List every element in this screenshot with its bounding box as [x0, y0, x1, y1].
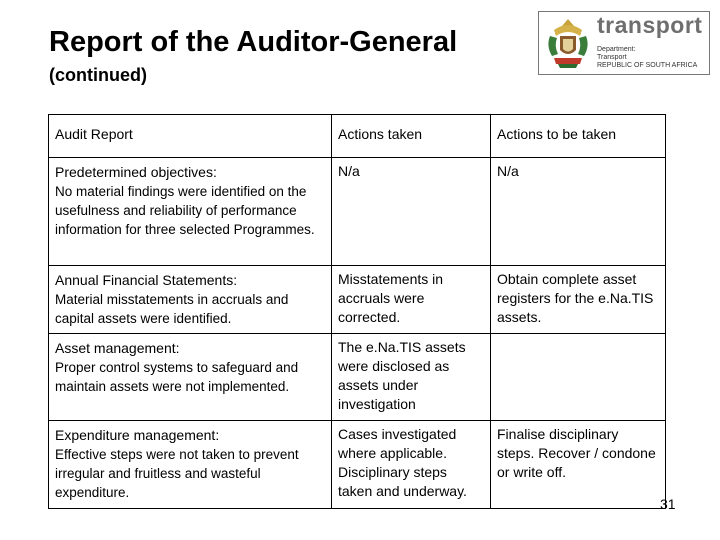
finding-description: Material misstatements in accruals and capital assets were identified. — [55, 292, 289, 326]
table-row — [49, 158, 666, 266]
finding-description: Proper control systems to safeguard and maintain assets were not implemented. — [55, 360, 299, 394]
finding-subject: Annual Financial Statements: — [55, 272, 238, 288]
table-row — [49, 334, 666, 421]
column-header-audit-report: Audit Report — [49, 115, 332, 158]
finding-description: Effective steps were not taken to prevent irregular and fruitless and wasteful expenditure. — [55, 447, 299, 500]
finding-subject: Asset management: — [55, 340, 180, 356]
finding-subject: Expenditure management: — [55, 427, 220, 443]
audit-actions-table — [48, 114, 666, 509]
page-subtitle: (continued) — [49, 65, 147, 85]
actions-taken-cell: N/a — [332, 158, 491, 266]
table-row — [49, 266, 666, 334]
table-row — [49, 421, 666, 509]
actions-taken-cell: Cases investigated where applicable. Disciplinary steps taken and underway. — [332, 421, 491, 509]
logo-line: Transport — [597, 54, 627, 61]
column-header-actions-to-be-taken: Actions to be taken — [491, 115, 666, 158]
logo-wordmark: transport — [597, 12, 703, 38]
audit-report-cell — [49, 266, 332, 334]
finding-description: No material findings were identified on the usefulness and reliability of performance information for three selected Programmes. — [55, 184, 315, 237]
logo-line: REPUBLIC OF SOUTH AFRICA — [597, 62, 698, 69]
audit-report-cell — [49, 421, 332, 509]
logo-line: Department: — [597, 46, 636, 53]
actions-to-be-taken-cell: N/a — [491, 158, 666, 266]
actions-to-be-taken-cell: Obtain complete asset registers for the e.Na.TIS assets. — [491, 266, 666, 334]
actions-taken-cell: The e.Na.TIS assets were disclosed as assets under investigation — [332, 334, 491, 421]
audit-report-cell — [49, 334, 332, 421]
department-logo — [538, 11, 710, 75]
actions-to-be-taken-cell — [491, 334, 666, 421]
page-title: Report of the Auditor-General — [49, 26, 458, 58]
column-header-actions-taken: Actions taken — [332, 115, 491, 158]
actions-to-be-taken-cell: Finalise disciplinary steps. Recover / condone or write off. — [491, 421, 666, 509]
table-header-row — [49, 115, 666, 158]
page-number: 31 — [660, 496, 676, 512]
finding-subject: Predetermined objectives: — [55, 164, 217, 180]
audit-report-cell — [49, 158, 332, 266]
coat-of-arms-icon — [544, 16, 592, 70]
actions-taken-cell: Misstatements in accruals were corrected. — [332, 266, 491, 334]
